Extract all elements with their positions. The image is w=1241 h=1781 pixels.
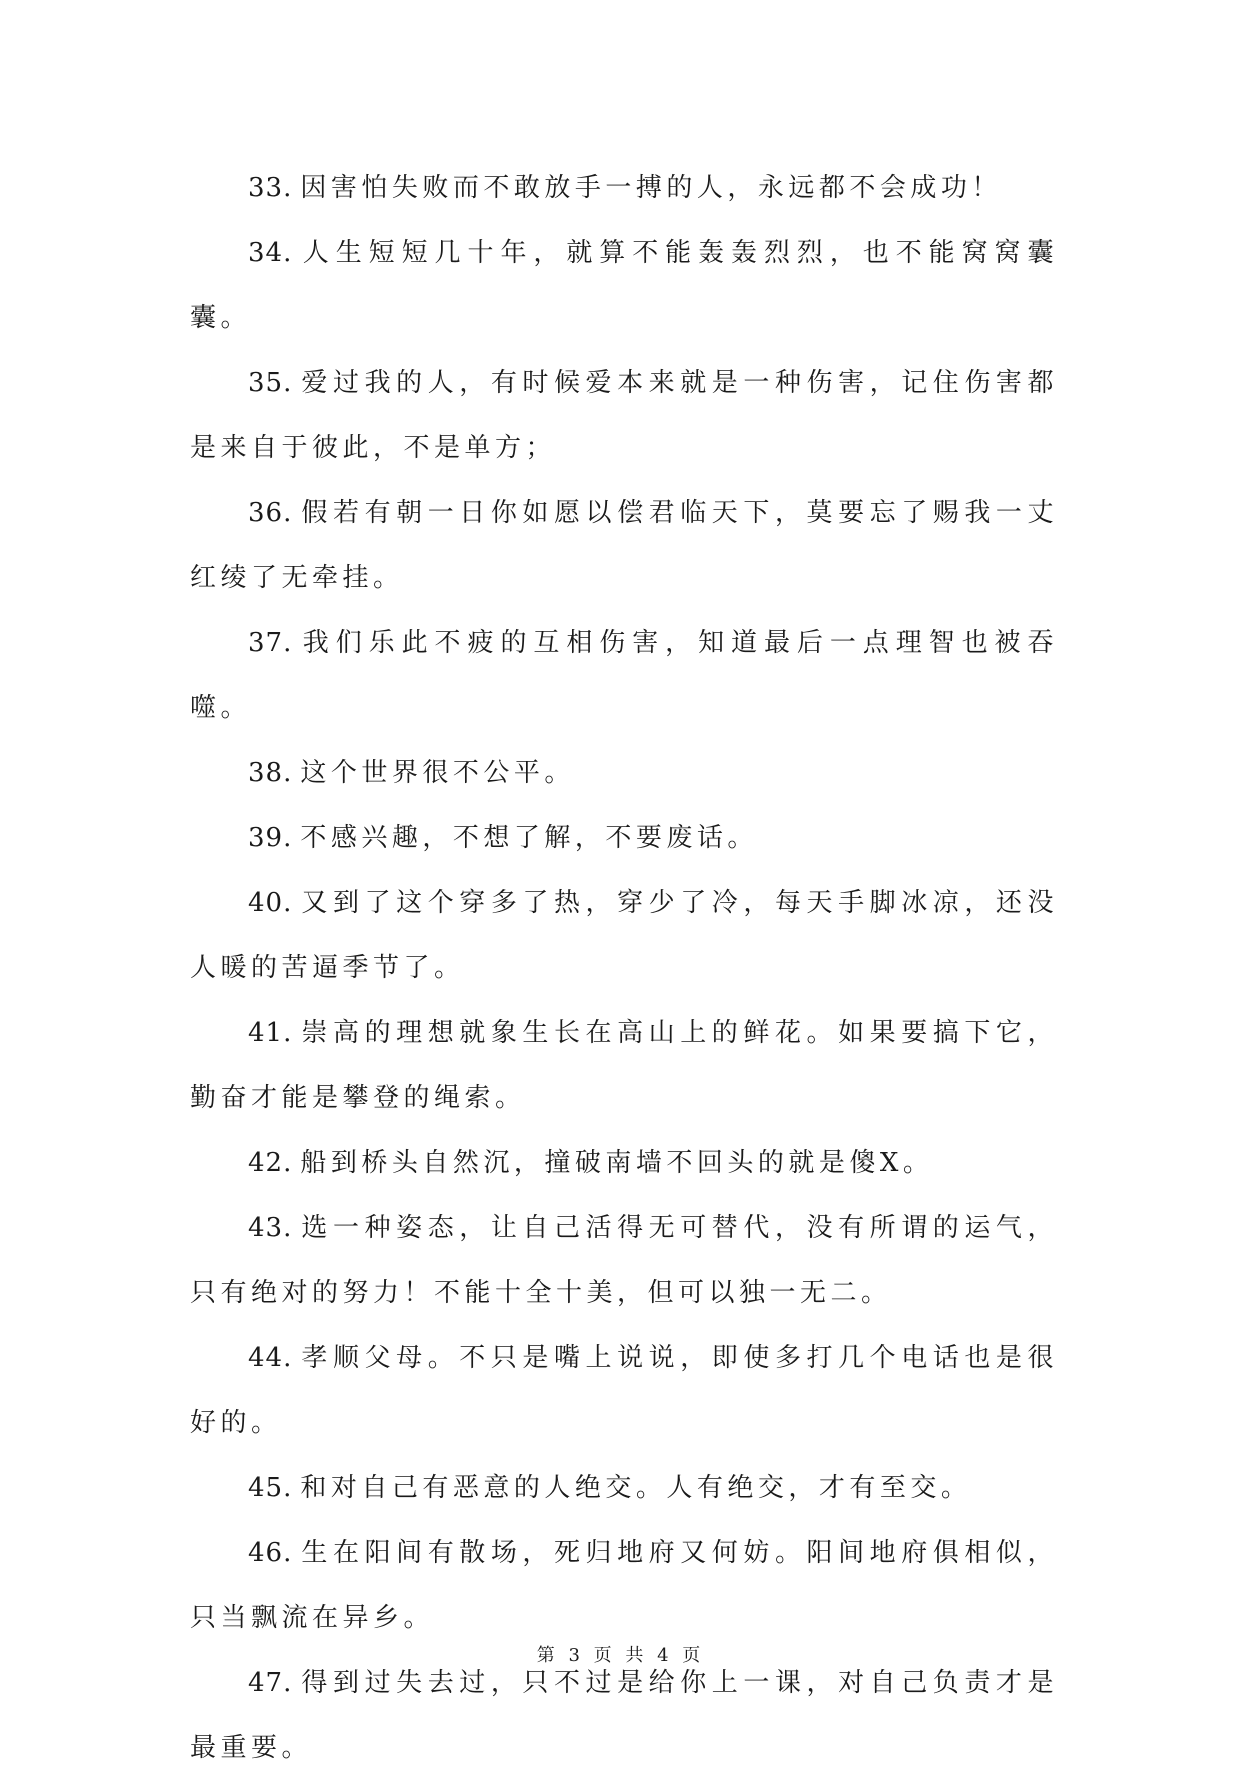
document-body: [190, 156, 1058, 1781]
item-text: 生在阳间有散场，死归地府又何妨。阳间地府俱相似，只当飘流在异乡。: [190, 1538, 1058, 1633]
paragraph-43: [190, 1196, 1058, 1326]
paragraph-34: [190, 221, 1058, 351]
item-text: 和对自己有恶意的人绝交。人有绝交，才有至交。: [300, 1473, 972, 1503]
item-number: 40.: [248, 888, 293, 918]
page-number-footer: 第 3 页 共 4 页: [536, 1645, 705, 1666]
item-number: 46.: [248, 1538, 293, 1568]
paragraph-38: [190, 741, 1058, 806]
paragraph-35: [190, 351, 1058, 481]
item-number: 47.: [248, 1668, 293, 1698]
paragraph-45: [190, 1456, 1058, 1521]
item-text: 这个世界很不公平。: [300, 758, 575, 788]
item-number: 34.: [248, 238, 293, 268]
item-number: 41.: [248, 1018, 293, 1048]
paragraph-44: [190, 1326, 1058, 1456]
item-text: 又到了这个穿多了热，穿少了冷，每天手脚冰凉，还没人暖的苦逼季节了。: [190, 888, 1058, 983]
paragraph-37: [190, 611, 1058, 741]
item-text: 孝顺父母。不只是嘴上说说，即使多打几个电话也是很好的。: [190, 1343, 1058, 1438]
item-number: 37.: [248, 628, 293, 658]
item-number: 36.: [248, 498, 293, 528]
paragraph-40: [190, 871, 1058, 1001]
paragraph-41: [190, 1001, 1058, 1131]
item-number: 39.: [248, 823, 293, 853]
item-text: 我们乐此不疲的互相伤害，知道最后一点理智也被吞噬。: [190, 628, 1058, 723]
paragraph-46: [190, 1521, 1058, 1651]
item-text: 船到桥头自然沉，撞破南墙不回头的就是傻X。: [300, 1148, 934, 1178]
item-number: 44.: [248, 1343, 293, 1373]
item-number: 45.: [248, 1473, 293, 1503]
item-text: 选一种姿态，让自己活得无可替代，没有所谓的运气，只有绝对的努力！不能十全十美，但可以独一无二。: [190, 1213, 1058, 1308]
paragraph-39: [190, 806, 1058, 871]
item-number: 42.: [248, 1148, 293, 1178]
item-number: 38.: [248, 758, 293, 788]
item-text: 不感兴趣，不想了解，不要废话。: [300, 823, 758, 853]
item-text: 爱过我的人，有时候爱本来就是一种伤害，记住伤害都是来自于彼此，不是单方；: [190, 368, 1058, 463]
paragraph-42: [190, 1131, 1058, 1196]
item-text: 人生短短几十年，就算不能轰轰烈烈，也不能窝窝囊囊。: [190, 238, 1058, 333]
item-text: 得到过失去过，只不过是给你上一课，对自己负责才是最重要。: [190, 1668, 1058, 1763]
item-number: 33.: [248, 173, 293, 203]
item-number: 43.: [248, 1213, 293, 1243]
paragraph-36: [190, 481, 1058, 611]
paragraph-47: [190, 1651, 1058, 1781]
item-text: 因害怕失败而不敢放手一搏的人，永远都不会成功！: [300, 173, 1002, 203]
paragraph-33: [190, 156, 1058, 221]
item-text: 崇高的理想就象生长在高山上的鲜花。如果要搞下它，勤奋才能是攀登的绳索。: [190, 1018, 1058, 1113]
item-text: 假若有朝一日你如愿以偿君临天下，莫要忘了赐我一丈红绫了无牵挂。: [190, 498, 1058, 593]
item-number: 35.: [248, 368, 293, 398]
